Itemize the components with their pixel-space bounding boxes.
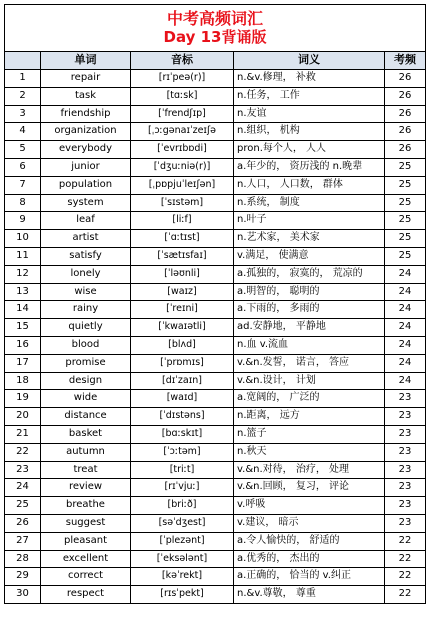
row-number: 2 bbox=[5, 87, 41, 105]
meaning-cell: n.系统， 制度 bbox=[234, 194, 385, 212]
table-row bbox=[5, 194, 426, 212]
meaning-cell: n.叶子 bbox=[234, 212, 385, 230]
phonetic-cell: [tɑːsk] bbox=[131, 87, 234, 105]
phonetic-cell: [waɪz] bbox=[131, 283, 234, 301]
word-cell: repair bbox=[41, 70, 131, 88]
frequency-cell: 23 bbox=[385, 425, 426, 443]
row-number: 30 bbox=[5, 586, 41, 604]
phonetic-cell: [ˈevrɪbɒdi] bbox=[131, 141, 234, 159]
meaning-cell: a.年少的， 资历浅的 n.晚辈 bbox=[234, 158, 385, 176]
table-row bbox=[5, 479, 426, 497]
meaning-cell: v.&n.发誓， 诺言， 答应 bbox=[234, 354, 385, 372]
row-number: 6 bbox=[5, 158, 41, 176]
meaning-cell: n.艺术家， 美术家 bbox=[234, 230, 385, 248]
header-word: 单词 bbox=[41, 52, 131, 70]
word-cell: respect bbox=[41, 586, 131, 604]
word-cell: distance bbox=[41, 408, 131, 426]
table-row bbox=[5, 390, 426, 408]
meaning-cell: a.孤独的， 寂寞的， 荒凉的 bbox=[234, 265, 385, 283]
table-row bbox=[5, 586, 426, 604]
meaning-cell: n.组织， 机构 bbox=[234, 123, 385, 141]
row-number: 27 bbox=[5, 532, 41, 550]
frequency-cell: 24 bbox=[385, 301, 426, 319]
frequency-cell: 24 bbox=[385, 336, 426, 354]
table-row bbox=[5, 336, 426, 354]
frequency-cell: 24 bbox=[385, 319, 426, 337]
phonetic-cell: [ˈfrendʃɪp] bbox=[131, 105, 234, 123]
phonetic-cell: [ˈɑːtɪst] bbox=[131, 230, 234, 248]
word-cell: autumn bbox=[41, 443, 131, 461]
row-number: 26 bbox=[5, 514, 41, 532]
table-header-row bbox=[5, 52, 426, 70]
meaning-cell: a.正确的， 恰当的 v.纠正 bbox=[234, 568, 385, 586]
row-number: 18 bbox=[5, 372, 41, 390]
frequency-cell: 25 bbox=[385, 158, 426, 176]
phonetic-cell: [ˈɔːtəm] bbox=[131, 443, 234, 461]
row-number: 22 bbox=[5, 443, 41, 461]
frequency-cell: 22 bbox=[385, 532, 426, 550]
word-cell: wise bbox=[41, 283, 131, 301]
phonetic-cell: [ˈsɪstəm] bbox=[131, 194, 234, 212]
word-cell: quietly bbox=[41, 319, 131, 337]
meaning-cell: n.距离， 远方 bbox=[234, 408, 385, 426]
phonetic-cell: [ˌɔːgənaɪˈzeɪʃə bbox=[131, 123, 234, 141]
frequency-cell: 23 bbox=[385, 390, 426, 408]
row-number: 17 bbox=[5, 354, 41, 372]
table-row bbox=[5, 514, 426, 532]
meaning-cell: ad.安静地， 平静地 bbox=[234, 319, 385, 337]
frequency-cell: 22 bbox=[385, 550, 426, 568]
frequency-cell: 25 bbox=[385, 230, 426, 248]
table-row bbox=[5, 532, 426, 550]
frequency-cell: 24 bbox=[385, 354, 426, 372]
frequency-cell: 26 bbox=[385, 123, 426, 141]
table-row bbox=[5, 354, 426, 372]
header-meaning: 词义 bbox=[234, 52, 385, 70]
vocabulary-table bbox=[4, 4, 426, 604]
phonetic-cell: [səˈdʒest] bbox=[131, 514, 234, 532]
meaning-cell: v.&n.回顾， 复习， 评论 bbox=[234, 479, 385, 497]
phonetic-cell: [blʌd] bbox=[131, 336, 234, 354]
frequency-cell: 25 bbox=[385, 176, 426, 194]
row-number: 5 bbox=[5, 141, 41, 159]
frequency-cell: 23 bbox=[385, 479, 426, 497]
phonetic-cell: [rɪˈpeə(r)] bbox=[131, 70, 234, 88]
header-number bbox=[5, 52, 41, 70]
word-cell: pleasant bbox=[41, 532, 131, 550]
table-row bbox=[5, 425, 426, 443]
meaning-cell: n.篮子 bbox=[234, 425, 385, 443]
table-row bbox=[5, 461, 426, 479]
word-cell: leaf bbox=[41, 212, 131, 230]
table-row bbox=[5, 265, 426, 283]
table-row bbox=[5, 176, 426, 194]
table-row bbox=[5, 87, 426, 105]
meaning-cell: n.秋天 bbox=[234, 443, 385, 461]
meaning-cell: v.&n.设计， 计划 bbox=[234, 372, 385, 390]
frequency-cell: 25 bbox=[385, 194, 426, 212]
row-number: 14 bbox=[5, 301, 41, 319]
phonetic-cell: [ˌpɒpjuˈleɪʃən] bbox=[131, 176, 234, 194]
table-row bbox=[5, 105, 426, 123]
phonetic-cell: [ˈləʊnli] bbox=[131, 265, 234, 283]
word-cell: breathe bbox=[41, 497, 131, 515]
row-number: 10 bbox=[5, 230, 41, 248]
frequency-cell: 26 bbox=[385, 105, 426, 123]
frequency-cell: 23 bbox=[385, 514, 426, 532]
word-cell: suggest bbox=[41, 514, 131, 532]
row-number: 7 bbox=[5, 176, 41, 194]
phonetic-cell: [liːf] bbox=[131, 212, 234, 230]
frequency-cell: 25 bbox=[385, 247, 426, 265]
phonetic-cell: [ˈdʒuːniə(r)] bbox=[131, 158, 234, 176]
meaning-cell: v.满足， 使满意 bbox=[234, 247, 385, 265]
word-cell: review bbox=[41, 479, 131, 497]
frequency-cell: 26 bbox=[385, 70, 426, 88]
frequency-cell: 26 bbox=[385, 141, 426, 159]
frequency-cell: 22 bbox=[385, 568, 426, 586]
word-cell: friendship bbox=[41, 105, 131, 123]
row-number: 24 bbox=[5, 479, 41, 497]
meaning-cell: a.下雨的， 多雨的 bbox=[234, 301, 385, 319]
table-row bbox=[5, 301, 426, 319]
row-number: 1 bbox=[5, 70, 41, 88]
table-row bbox=[5, 230, 426, 248]
table-body bbox=[5, 70, 426, 604]
phonetic-cell: [ˈkwaɪətli] bbox=[131, 319, 234, 337]
word-cell: satisfy bbox=[41, 247, 131, 265]
meaning-cell: v.&n.对待， 治疗， 处理 bbox=[234, 461, 385, 479]
frequency-cell: 24 bbox=[385, 283, 426, 301]
title-block bbox=[5, 5, 426, 52]
meaning-cell: pron.每个人， 人人 bbox=[234, 141, 385, 159]
meaning-cell: n.任务， 工作 bbox=[234, 87, 385, 105]
phonetic-cell: [ˈplezənt] bbox=[131, 532, 234, 550]
row-number: 9 bbox=[5, 212, 41, 230]
meaning-cell: n.友谊 bbox=[234, 105, 385, 123]
word-cell: rainy bbox=[41, 301, 131, 319]
word-cell: wide bbox=[41, 390, 131, 408]
header-phonetic: 音标 bbox=[131, 52, 234, 70]
meaning-cell: v.建议， 暗示 bbox=[234, 514, 385, 532]
word-cell: promise bbox=[41, 354, 131, 372]
table-row bbox=[5, 70, 426, 88]
frequency-cell: 23 bbox=[385, 408, 426, 426]
meaning-cell: n.&v.修理， 补救 bbox=[234, 70, 385, 88]
row-number: 20 bbox=[5, 408, 41, 426]
row-number: 3 bbox=[5, 105, 41, 123]
table-row bbox=[5, 123, 426, 141]
word-cell: correct bbox=[41, 568, 131, 586]
word-cell: task bbox=[41, 87, 131, 105]
table-row bbox=[5, 443, 426, 461]
phonetic-cell: [kəˈrekt] bbox=[131, 568, 234, 586]
word-cell: excellent bbox=[41, 550, 131, 568]
row-number: 8 bbox=[5, 194, 41, 212]
row-number: 28 bbox=[5, 550, 41, 568]
row-number: 21 bbox=[5, 425, 41, 443]
frequency-cell: 23 bbox=[385, 461, 426, 479]
phonetic-cell: [briːð] bbox=[131, 497, 234, 515]
row-number: 4 bbox=[5, 123, 41, 141]
row-number: 12 bbox=[5, 265, 41, 283]
table-row bbox=[5, 568, 426, 586]
meaning-cell: v.呼吸 bbox=[234, 497, 385, 515]
meaning-cell: n.&v.尊敬， 尊重 bbox=[234, 586, 385, 604]
word-cell: population bbox=[41, 176, 131, 194]
phonetic-cell: [ˈeksələnt] bbox=[131, 550, 234, 568]
word-cell: basket bbox=[41, 425, 131, 443]
frequency-cell: 25 bbox=[385, 212, 426, 230]
table-row bbox=[5, 247, 426, 265]
frequency-cell: 24 bbox=[385, 372, 426, 390]
header-frequency: 考频 bbox=[385, 52, 426, 70]
row-number: 13 bbox=[5, 283, 41, 301]
phonetic-cell: [waɪd] bbox=[131, 390, 234, 408]
frequency-cell: 23 bbox=[385, 443, 426, 461]
phonetic-cell: [ˈreɪni] bbox=[131, 301, 234, 319]
phonetic-cell: [rɪsˈpekt] bbox=[131, 586, 234, 604]
meaning-cell: n.人口， 人口数， 群体 bbox=[234, 176, 385, 194]
word-cell: treat bbox=[41, 461, 131, 479]
meaning-cell: a.令人愉快的， 舒适的 bbox=[234, 532, 385, 550]
word-cell: lonely bbox=[41, 265, 131, 283]
table-row bbox=[5, 141, 426, 159]
table-row bbox=[5, 212, 426, 230]
word-cell: junior bbox=[41, 158, 131, 176]
phonetic-cell: [ˈdɪstəns] bbox=[131, 408, 234, 426]
table-row bbox=[5, 319, 426, 337]
word-cell: organization bbox=[41, 123, 131, 141]
row-number: 15 bbox=[5, 319, 41, 337]
frequency-cell: 26 bbox=[385, 87, 426, 105]
word-cell: system bbox=[41, 194, 131, 212]
word-cell: everybody bbox=[41, 141, 131, 159]
page-title: 中考高频词汇 bbox=[167, 9, 264, 28]
table-row bbox=[5, 372, 426, 390]
table-row bbox=[5, 497, 426, 515]
phonetic-cell: [rɪˈvjuː] bbox=[131, 479, 234, 497]
phonetic-cell: [ˈprɒmɪs] bbox=[131, 354, 234, 372]
phonetic-cell: [ˈsætɪsfaɪ] bbox=[131, 247, 234, 265]
table-row bbox=[5, 550, 426, 568]
phonetic-cell: [triːt] bbox=[131, 461, 234, 479]
vocabulary-sheet bbox=[4, 4, 425, 604]
row-number: 23 bbox=[5, 461, 41, 479]
meaning-cell: a.宽阔的， 广泛的 bbox=[234, 390, 385, 408]
word-cell: blood bbox=[41, 336, 131, 354]
phonetic-cell: [bɑːskɪt] bbox=[131, 425, 234, 443]
row-number: 19 bbox=[5, 390, 41, 408]
table-row bbox=[5, 408, 426, 426]
row-number: 16 bbox=[5, 336, 41, 354]
frequency-cell: 24 bbox=[385, 265, 426, 283]
word-cell: artist bbox=[41, 230, 131, 248]
meaning-cell: n.血 v.流血 bbox=[234, 336, 385, 354]
row-number: 29 bbox=[5, 568, 41, 586]
row-number: 25 bbox=[5, 497, 41, 515]
page-subtitle: Day 13背诵版 bbox=[163, 28, 267, 46]
table-row bbox=[5, 283, 426, 301]
row-number: 11 bbox=[5, 247, 41, 265]
meaning-cell: a.优秀的， 杰出的 bbox=[234, 550, 385, 568]
word-cell: design bbox=[41, 372, 131, 390]
meaning-cell: a.明智的， 聪明的 bbox=[234, 283, 385, 301]
frequency-cell: 22 bbox=[385, 586, 426, 604]
table-row bbox=[5, 158, 426, 176]
frequency-cell: 23 bbox=[385, 497, 426, 515]
phonetic-cell: [dɪˈzaɪn] bbox=[131, 372, 234, 390]
